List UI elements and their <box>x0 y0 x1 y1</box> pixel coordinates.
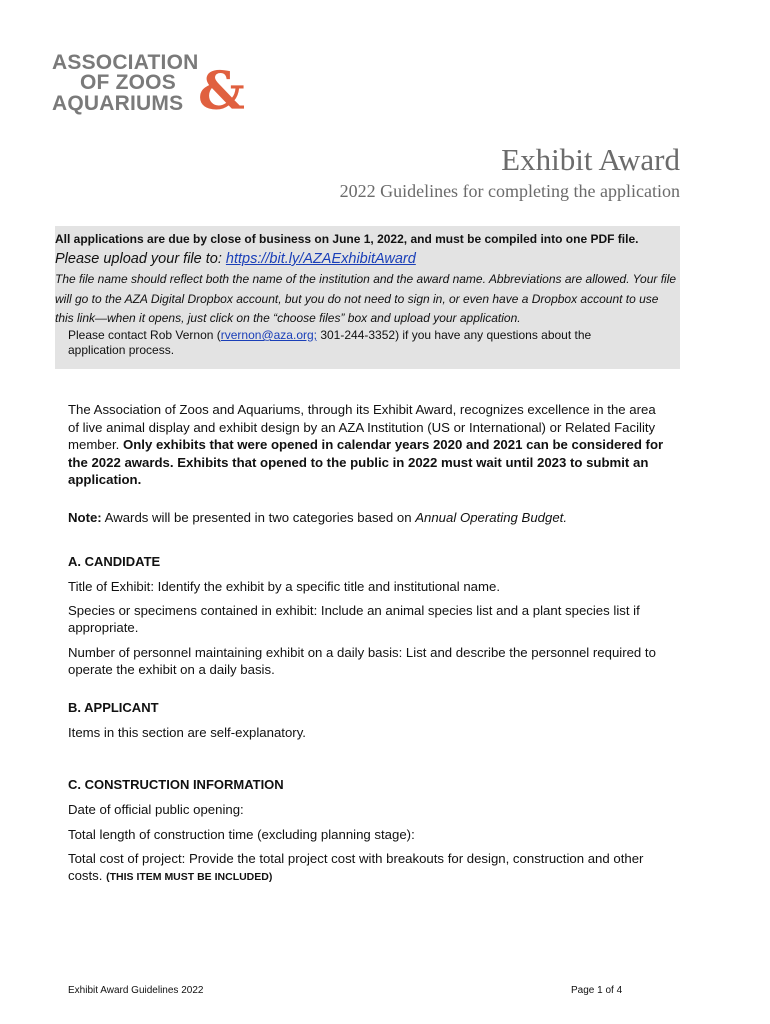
upload-prefix: Please upload your file to: <box>55 251 226 267</box>
note-text: Awards will be presented in two categories based on <box>101 510 416 525</box>
section-a-heading: A. CANDIDATE <box>68 554 161 569</box>
page-subtitle: 2022 Guidelines for completing the application <box>339 181 680 201</box>
note-label: Note: <box>68 510 102 525</box>
required-note: (THIS ITEM MUST BE INCLUDED) <box>106 871 273 883</box>
logo-line-association: ASSOCIATION <box>52 51 199 74</box>
notice-box <box>55 226 680 369</box>
logo-line-aquariums: AQUARIUMS <box>52 92 184 115</box>
intro-paragraph <box>68 401 668 489</box>
intro-text: The Association of Zoos and Aquariums, through its Exhibit Award, recognizes excellence in the area of live animal display and exhibit design by an AZA Institution (US or International) or Related Facility member. <box>68 402 656 452</box>
contact-prefix: Please contact Rob Vernon ( <box>68 328 221 342</box>
due-date-notice: All applications are due by close of business on June 1, 2022, and must be compiled into one PDF file. <box>55 232 639 246</box>
filename-note: The file name should reflect both the name of the institution and the award name. Abbreviations are allowed. Your file will go to the AZA Digital Dropbox account, but you do not need to sign in, or even have a Dropbox account to use this link—when it opens, just click on the “choose files” box and upload your application. <box>55 272 677 325</box>
page-title: Exhibit Award <box>501 142 680 177</box>
footer-page-number: Page 1 of 4 <box>571 985 623 996</box>
aza-logo <box>52 52 252 122</box>
note-paragraph <box>68 509 668 527</box>
contact-suffix: 301-244-3352) if you have any questions about the application process. <box>68 328 592 357</box>
logo-ampersand: & <box>198 61 245 122</box>
intro-eligibility: Only exhibits that were opened in calendar years 2020 and 2021 can be considered for the 2022 awards. Exhibits that opened to the public in 2022 must wait until 2023 to submit an application. <box>68 437 664 487</box>
logo-line-of-zoos: OF ZOOS <box>80 71 176 94</box>
upload-instruction <box>55 251 416 267</box>
section-c-item-length: Total length of construction time (excluding planning stage): <box>68 827 415 842</box>
section-c-item-opening: Date of official public opening: <box>68 802 244 817</box>
contact-info <box>68 328 648 358</box>
upload-link[interactable]: https://bit.ly/AZAExhibitAward <box>225 251 416 267</box>
section-a-item-personnel: Number of personnel maintaining exhibit on a daily basis: List and describe the personnel required to operate the exhibit on a daily basis. <box>68 645 656 677</box>
section-a-item-species: Species or specimens contained in exhibit: Include an animal species list and a plant species list if appropriate. <box>68 603 640 635</box>
section-a-item-title: Title of Exhibit: Identify the exhibit by a specific title and institutional name. <box>68 579 500 594</box>
section-b-item: Items in this section are self-explanatory. <box>68 725 306 740</box>
contact-email-link[interactable]: rvernon@aza.org; <box>220 328 317 342</box>
cost-text: Total cost of project: Provide the total project cost with breakouts for design, construction and other costs. <box>68 851 644 883</box>
footer-doc-title: Exhibit Award Guidelines 2022 <box>68 985 204 996</box>
section-c-heading: C. CONSTRUCTION INFORMATION <box>68 777 284 792</box>
section-b-heading: B. APPLICANT <box>68 700 159 715</box>
section-c-item-cost <box>68 850 658 886</box>
note-budget: Annual Operating Budget. <box>415 510 567 525</box>
